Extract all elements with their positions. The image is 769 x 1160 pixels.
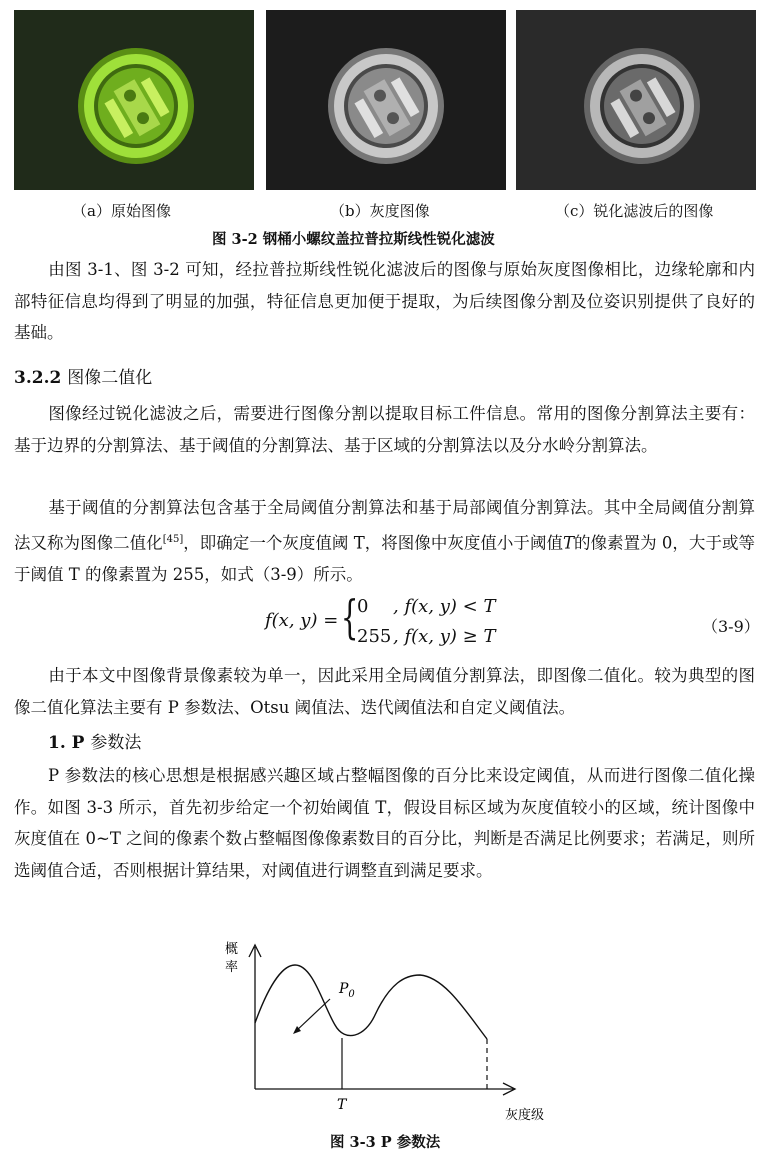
equation-3-9 xyxy=(265,592,525,652)
paragraph-1 xyxy=(14,254,755,349)
paragraph-2 xyxy=(14,398,755,461)
section-title: 图像二值化 xyxy=(67,368,153,388)
paragraph-5 xyxy=(14,760,755,886)
p0-label xyxy=(338,981,355,1000)
original-image xyxy=(14,10,254,190)
equation-case2-value: 255 xyxy=(357,626,392,647)
subheading-title: 参数法 xyxy=(90,733,142,753)
figure-3-3-caption: 图 3-3 P 参数法 xyxy=(330,1134,441,1151)
subcaption-c: （c）锐化滤波后的图像 xyxy=(555,202,714,220)
p-parameter-histogram-chart xyxy=(215,935,545,1155)
equation-brace: { xyxy=(340,590,359,644)
paragraph-3 xyxy=(14,492,755,590)
paragraph-3-part1: 基于阈值的分割算法包含基于全局阈值分割算法和基于局部阈值分割算法。其中全局阈值分割算法又称为图像二值化 xyxy=(14,498,755,552)
paragraph-2-text: 图像经过锐化滤波之后，需要进行图像分割以提取目标工件信息。常用的图像分割算法主要有：基于边界的分割算法、基于阈值的分割算法、基于区域的分割算法以及分水岭分割算法。 xyxy=(14,404,755,455)
subheading-number: 1. P xyxy=(48,733,85,753)
paragraph-1-text: 由图 3-1、图 3-2 可知，经拉普拉斯线性锐化滤波后的图像与原始灰度图像相比，边缘轮廓和内部特征信息均得到了明显的加强，特征信息更加便于提取，为后续图像分割及位姿识别提供了良好的基础。 xyxy=(14,260,755,342)
paragraph-3-part3: 的像素置为 0，大于或等于阈值 T 的像素置为 255，如式（3-9）所示。 xyxy=(14,533,755,584)
equation-case2-condition: , f(x, y) ≥ T xyxy=(393,626,496,647)
y-axis-label-bottom: 率 xyxy=(225,960,239,975)
grayscale-image xyxy=(266,10,506,190)
citation-45: [45] xyxy=(162,533,184,545)
equation-case1-value: 0 xyxy=(357,596,369,617)
distribution-curve xyxy=(255,965,487,1039)
paragraph-4-text: 由于本文中图像背景像素较为单一，因此采用全局阈值分割算法，即图像二值化。较为典型的图像二值化算法主要有 P 参数法、Otsu 阈值法、迭代阈值法和自定义阈值法。 xyxy=(14,666,755,717)
paragraph-4 xyxy=(14,660,755,723)
subcaption-b: （b）灰度图像 xyxy=(330,202,430,220)
equation-number: （3-9） xyxy=(702,617,760,636)
p0-letter: P xyxy=(339,981,349,997)
y-axis-label-top: 概 xyxy=(225,942,239,957)
paragraph-3-part2: ，即确定一个灰度值阈 T，将图像中灰度值小于阈值 xyxy=(183,533,563,552)
paragraph-3-italic-t: T xyxy=(562,533,574,552)
subheading-p-method xyxy=(48,728,141,753)
t-axis-label: T xyxy=(337,1097,347,1113)
subcaption-a: （a）原始图像 xyxy=(72,202,171,220)
equation-case1-condition: , f(x, y) < T xyxy=(393,596,496,617)
equation-lhs: f(x, y) = xyxy=(265,610,339,631)
p0-subscript: 0 xyxy=(348,989,355,1000)
section-number: 3.2.2 xyxy=(14,368,62,388)
p0-pointer-line xyxy=(295,999,330,1032)
figure-3-2-caption: 图 3-2 钢桶小螺纹盖拉普拉斯线性锐化滤波 xyxy=(212,231,495,248)
sharpened-image xyxy=(516,10,756,190)
x-axis-label: 灰度级 xyxy=(505,1108,545,1123)
paragraph-5-text: P 参数法的核心思想是根据感兴趣区域占整幅图像的百分比来设定阈值，从而进行图像二值化操作。如图 3-3 所示，首先初步给定一个初始阈值 T，假设目标区域为灰度值较小的区域，统计图像中灰度值在 0~T 之间的像素个数占整幅图像像素数目的百分比，判断是否满足比例要求；若满足，则所选阈值合适，否则根据计算结果，对阈值进行调整直到满足要求。 xyxy=(14,766,755,880)
section-heading xyxy=(14,363,152,388)
